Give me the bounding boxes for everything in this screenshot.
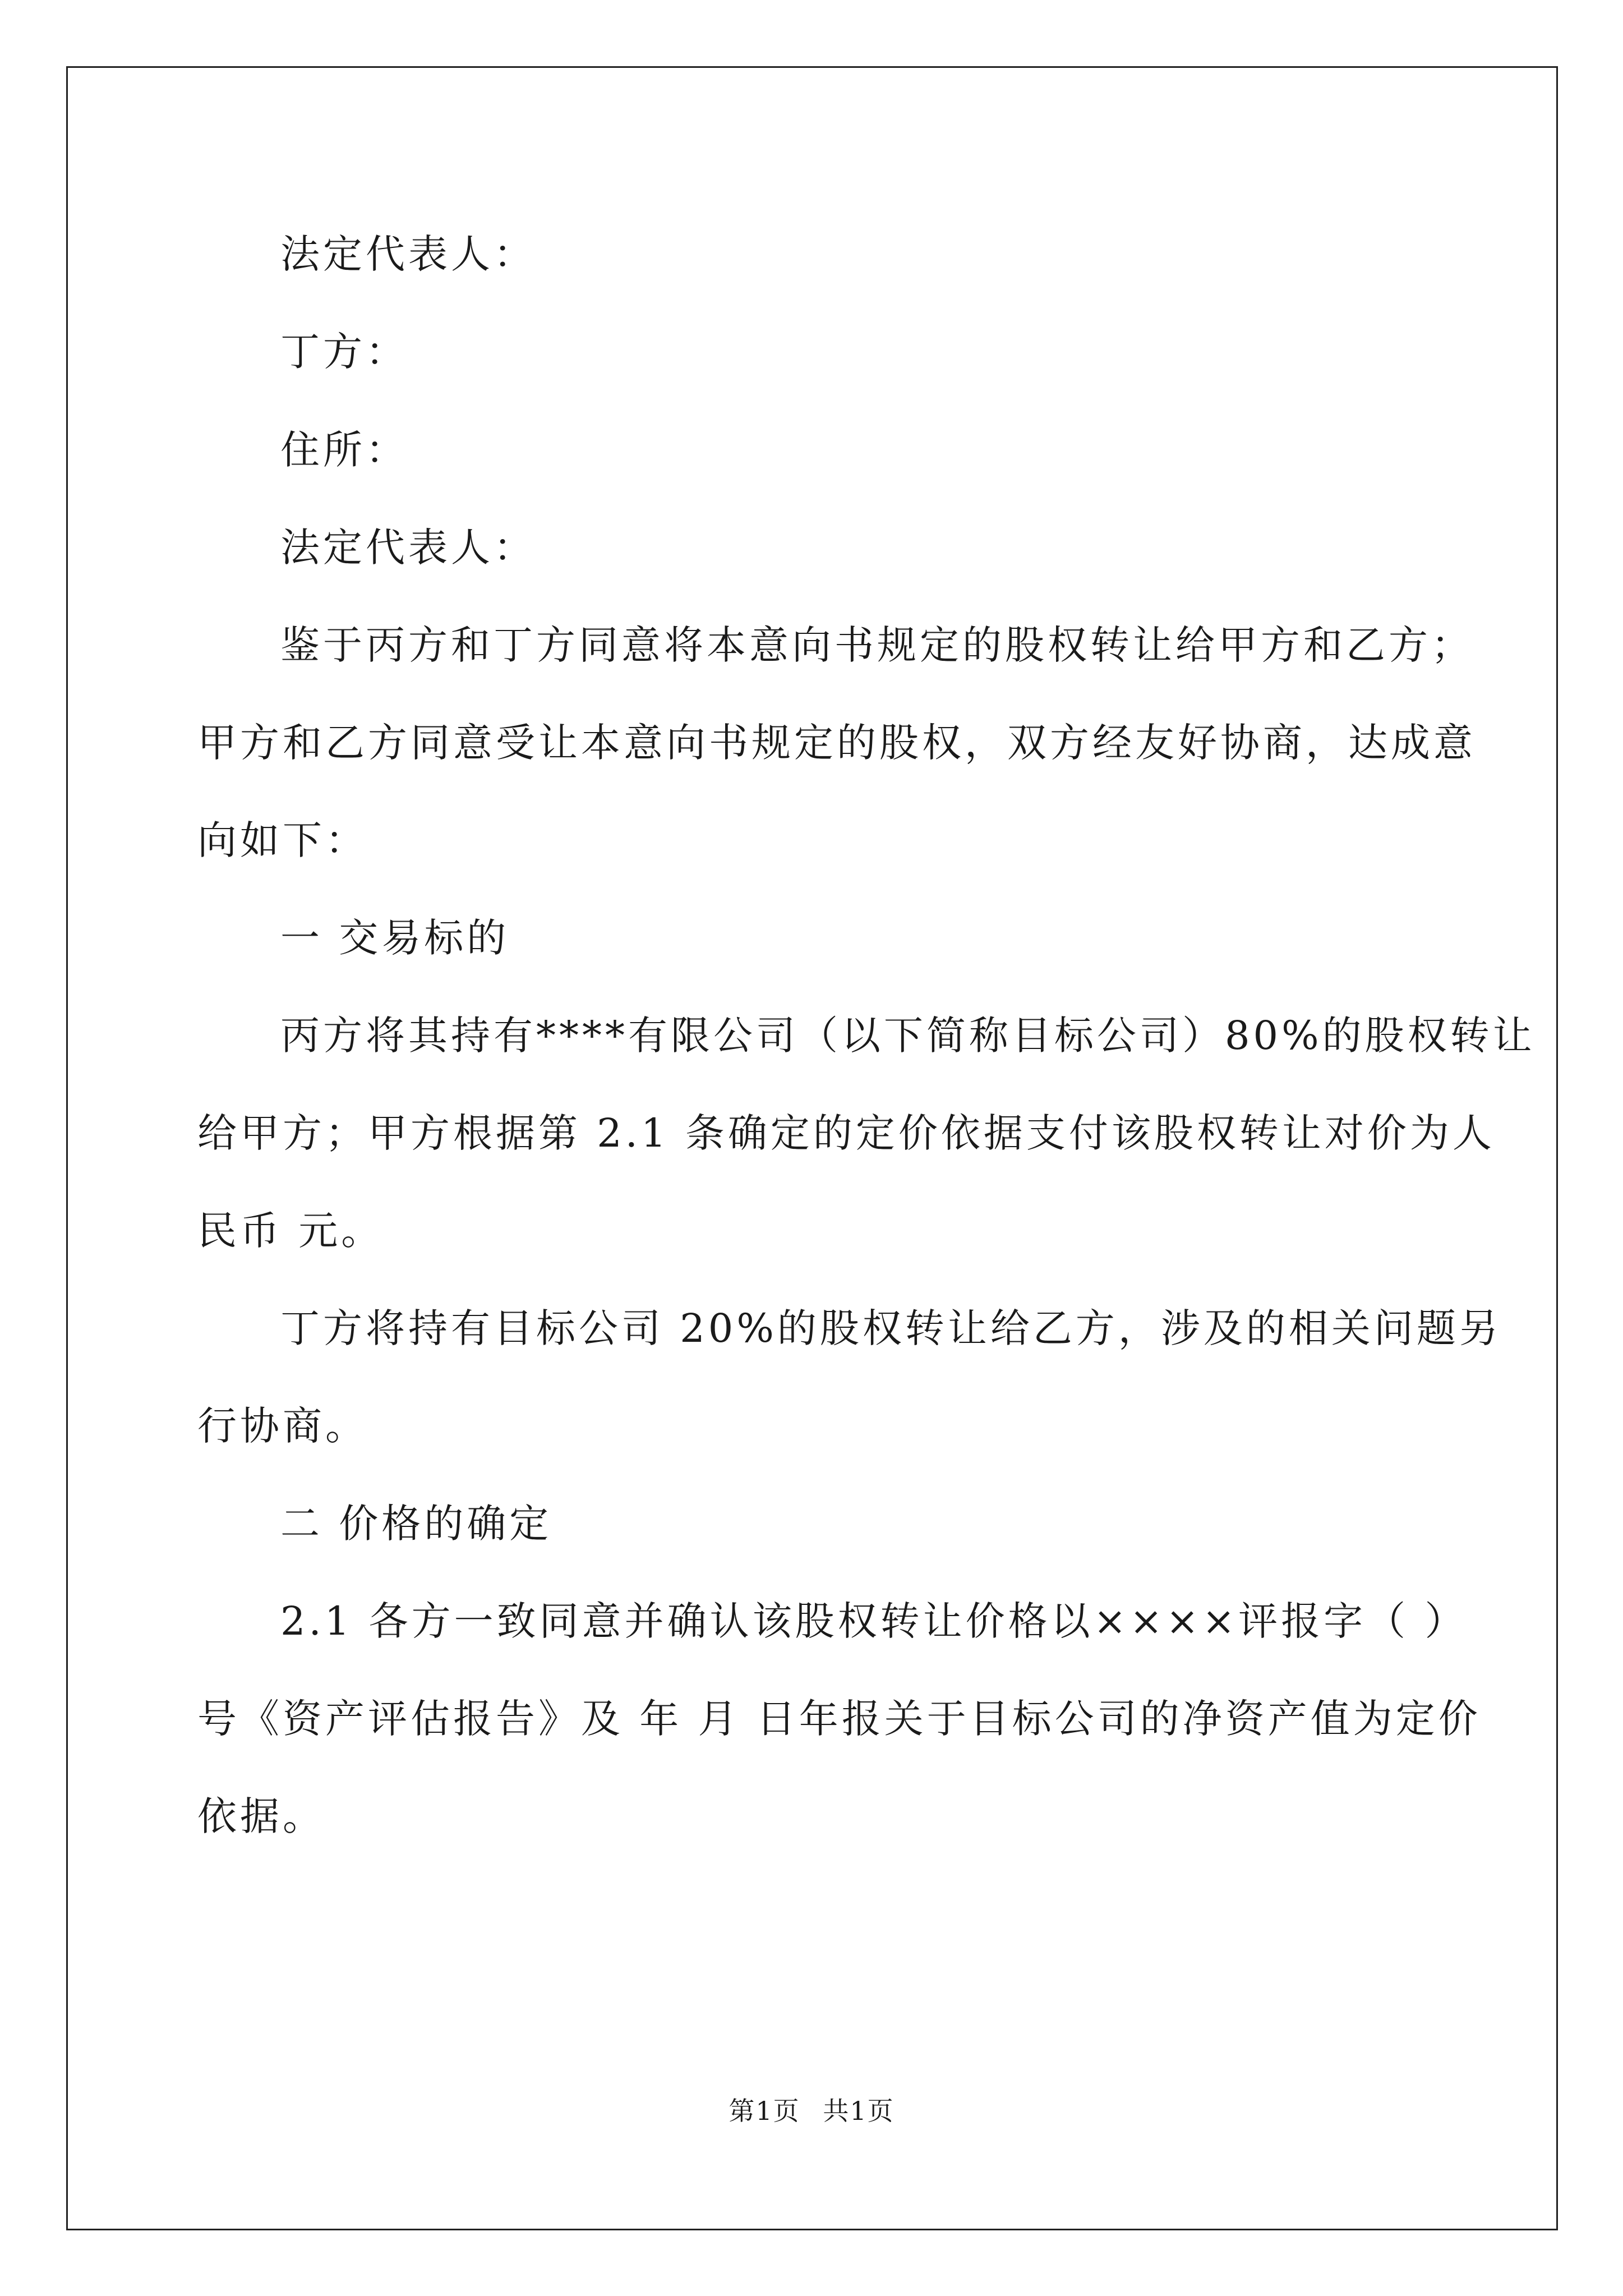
doc-line-pricing-3: 依据。 xyxy=(197,1793,325,1839)
page-number: 第1页 xyxy=(728,2096,800,2126)
doc-line-party-d: 丁方： xyxy=(280,329,408,375)
doc-line-whereas-1: 鉴于丙方和丁方同意将本意向书规定的股权转让给甲方和乙方； xyxy=(280,622,1474,668)
section-heading-2: 二 价格的确定 xyxy=(280,1501,552,1547)
doc-line-transfer-d-1: 丁方将持有目标公司 20%的股权转让给乙方，涉及的相关问题另 xyxy=(280,1305,1502,1351)
doc-line-transfer-d-2: 行协商。 xyxy=(197,1403,368,1449)
doc-line-pricing-1: 2.1 各方一致同意并确认该股权转让价格以××××评报字（ ） xyxy=(280,1598,1468,1644)
doc-line-transfer-1: 丙方将其持有****有限公司（以下简称目标公司）80%的股权转让 xyxy=(280,1013,1536,1059)
doc-line-legal-rep-2: 法定代表人： xyxy=(280,524,536,570)
doc-line-transfer-2: 给甲方；甲方根据第 2.1 条确定的定价依据支付该股权转让对价为人 xyxy=(197,1110,1495,1156)
page-footer xyxy=(0,2098,1623,2124)
doc-line-whereas-2: 甲方和乙方同意受让本意向书规定的股权，双方经友好协商，达成意 xyxy=(197,720,1476,766)
page-total: 共1页 xyxy=(823,2096,895,2126)
section-heading-1: 一 交易标的 xyxy=(280,915,510,961)
doc-line-whereas-3: 向如下： xyxy=(197,817,368,863)
doc-line-address: 住所： xyxy=(280,427,408,473)
doc-line-transfer-3: 民币 元。 xyxy=(197,1208,384,1254)
doc-line-pricing-2: 号《资产评估报告》及 年 月 日年报关于目标公司的净资产值为定价 xyxy=(197,1696,1481,1742)
doc-line-legal-rep-1: 法定代表人： xyxy=(280,231,536,277)
